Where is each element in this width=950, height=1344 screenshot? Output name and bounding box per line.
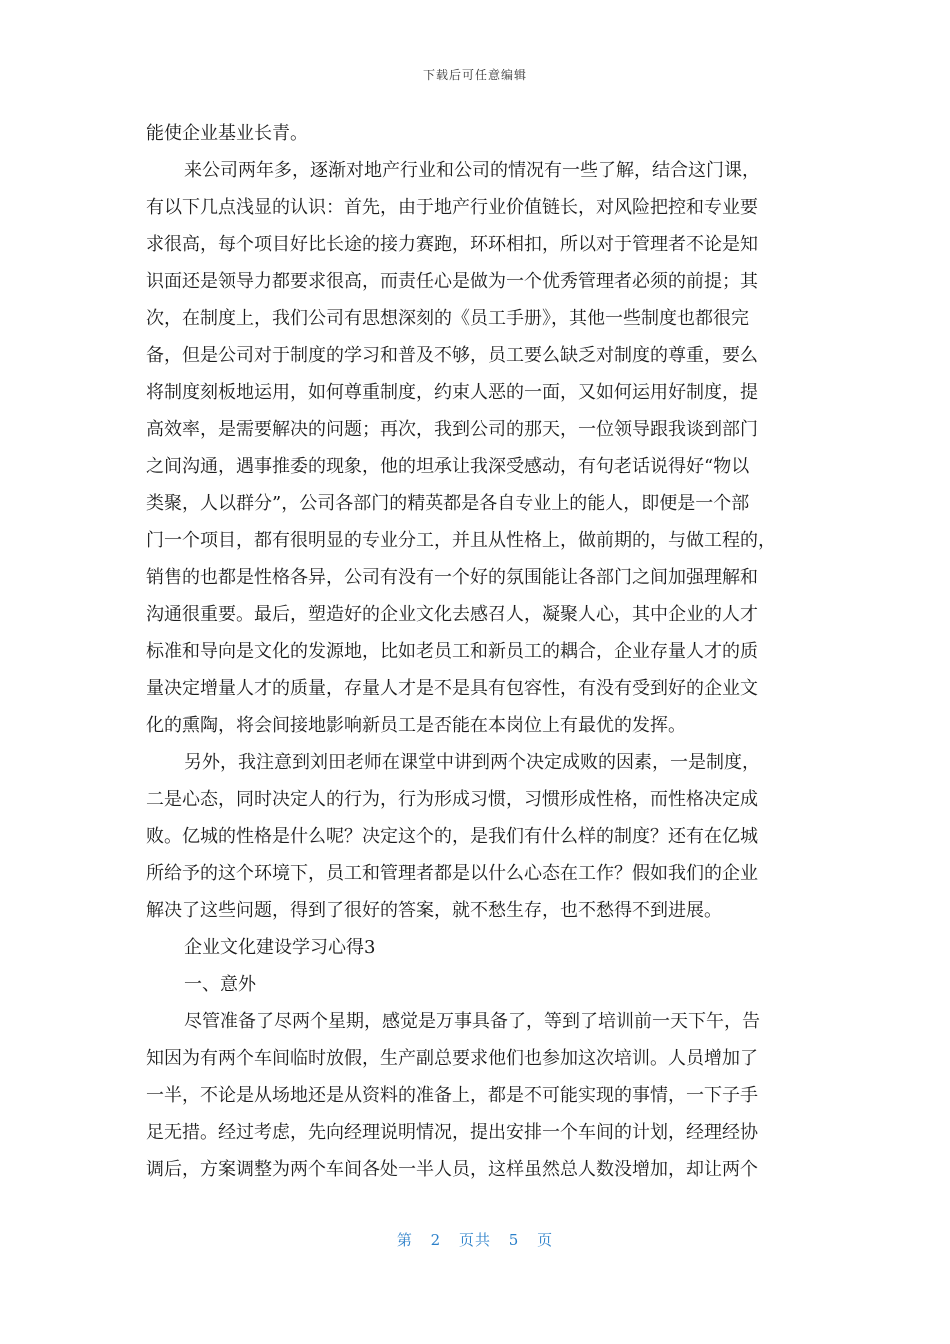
text-line: 沟通很重要。最后，塑造好的企业文化去感召人，凝聚人心，其中企业的人才	[146, 604, 758, 625]
section-heading: 一、意外	[184, 974, 256, 995]
footer-suffix: 页	[537, 1231, 554, 1249]
text-line: 将制度刻板地运用，如何尊重制度，约束人恶的一面，又如何运用好制度，提	[146, 382, 758, 403]
text-line: 能使企业基业长青。	[146, 123, 308, 144]
text-line: 次，在制度上，我们公司有思想深刻的《员工手册》，其他一些制度也都很完	[146, 308, 749, 329]
page-header: 下载后可任意编辑	[422, 68, 527, 82]
text-line: 足无措。经过考虑，先向经理说明情况，提出安排一个车间的计划，经理经协	[146, 1122, 758, 1143]
current-page-number: 2	[430, 1231, 442, 1249]
text-line: 标准和导向是文化的发源地，比如老员工和新员工的耦合，企业存量人才的质	[146, 641, 758, 662]
text-line: 识面还是领导力都要求很高，而责任心是做为一个优秀管理者必须的前提；其	[146, 271, 758, 292]
text-line: 有以下几点浅显的认识：首先，由于地产行业价值链长，对风险把控和专业要	[146, 197, 758, 218]
total-page-count: 5	[508, 1231, 520, 1249]
text-line: 败。亿城的性格是什么呢？决定这个的，是我们有什么样的制度？还有在亿城	[146, 826, 758, 847]
paragraph-start: 来公司两年多，逐渐对地产行业和公司的情况有一些了解，结合这门课，	[184, 160, 760, 181]
text-line: 之间沟通，遇事推委的现象，他的坦承让我深受感动，有句老话说得好“物以	[146, 456, 750, 477]
text-line: 调后，方案调整为两个车间各处一半人员，这样虽然总人数没增加，却让两个	[146, 1159, 758, 1180]
text-line: 量决定增量人才的质量，存量人才是不是具有包容性，有没有受到好的企业文	[146, 678, 758, 699]
text-line: 二是心态，同时决定人的行为，行为形成习惯，习惯形成性格，而性格决定成	[146, 789, 758, 810]
paragraph-start: 另外，我注意到刘田老师在课堂中讲到两个决定成败的因素，一是制度，	[184, 752, 760, 773]
text-line: 求很高，每个项目好比长途的接力赛跑，环环相扣，所以对于管理者不论是知	[146, 234, 758, 255]
footer-middle: 页共	[458, 1231, 491, 1249]
text-line: 解决了这些问题，得到了很好的答案，就不愁生存，也不愁得不到进展。	[146, 900, 722, 921]
paragraph-start: 尽管准备了尽两个星期，感觉是万事具备了，等到了培训前一天下午，告	[184, 1011, 760, 1032]
page-footer	[0, 1229, 950, 1250]
text-line: 销售的也都是性格各异，公司有没有一个好的氛围能让各部门之间加强理解和	[146, 567, 758, 588]
text-line: 高效率，是需要解决的问题；再次，我到公司的那天，一位领导跟我谈到部门	[146, 419, 758, 440]
text-line: 备，但是公司对于制度的学习和普及不够，员工要么缺乏对制度的尊重，要么	[146, 345, 758, 366]
text-line: 类聚，人以群分”，公司各部门的精英都是各自专业上的能人，即便是一个部	[146, 493, 750, 514]
text-line: 所给予的这个环境下，员工和管理者都是以什么心态在工作？假如我们的企业	[146, 863, 758, 884]
text-line: 门一个项目，都有很明显的专业分工，并且从性格上，做前期的，与做工程的，	[146, 530, 776, 551]
text-line: 一半，不论是从场地还是从资料的准备上，都是不可能实现的事情，一下子手	[146, 1085, 758, 1106]
text-line: 知因为有两个车间临时放假，生产副总要求他们也参加这次培训。人员增加了	[146, 1048, 758, 1069]
text-line: 化的熏陶，将会间接地影响新员工是否能在本岗位上有最优的发挥。	[146, 715, 686, 736]
section-title: 企业文化建设学习心得3	[184, 937, 376, 958]
document-body	[146, 115, 806, 1188]
footer-prefix: 第	[396, 1231, 413, 1249]
